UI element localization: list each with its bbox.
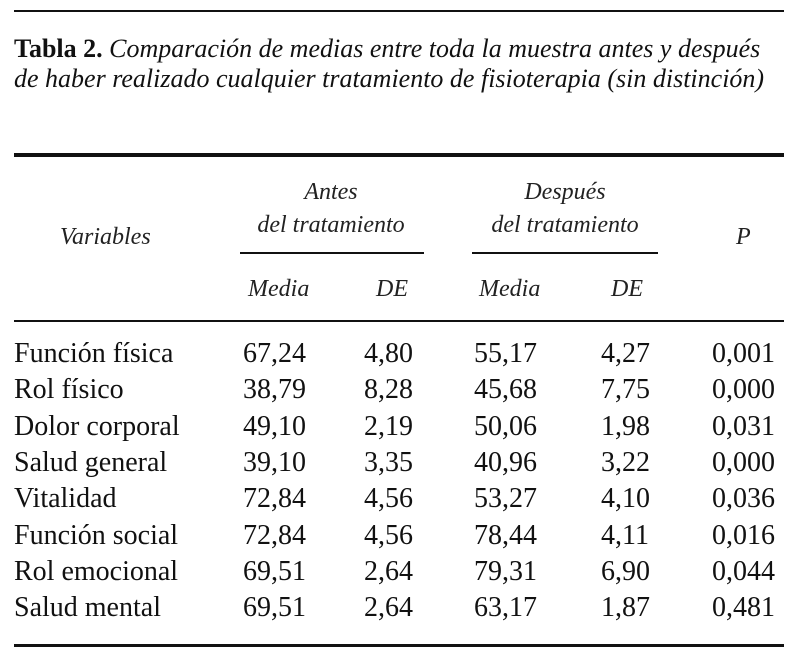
p-value-cell: 0,036: [712, 483, 775, 515]
table-row: [0, 447, 794, 483]
variable-cell: Función social: [14, 519, 179, 551]
header-antes-media: Media: [248, 276, 310, 302]
table-row: [0, 411, 794, 447]
despues-de-cell: 4,27: [601, 338, 650, 369]
p-value-cell: 0,044: [712, 555, 775, 587]
despues-de-cell: 4,10: [601, 483, 650, 515]
despues-media-cell: 55,17: [474, 338, 537, 369]
despues-de-cell: 6,90: [601, 555, 650, 587]
header-antes: [240, 176, 422, 242]
antes-de-cell: 4,56: [364, 483, 413, 515]
header-despues-line2: del tratamiento: [491, 212, 639, 238]
antes-de-cell: 4,80: [364, 338, 413, 369]
despues-media-cell: 50,06: [474, 410, 537, 442]
table-row: [0, 556, 794, 592]
despues-group-rule: [472, 252, 658, 254]
antes-de-cell: 2,64: [364, 592, 413, 624]
variable-cell: Salud general: [14, 446, 168, 478]
table-row: [0, 338, 794, 374]
variable-cell: Dolor corporal: [14, 410, 180, 442]
antes-media-cell: 39,10: [243, 446, 306, 478]
p-value-cell: 0,000: [712, 374, 775, 406]
antes-media-cell: 72,84: [243, 519, 306, 551]
p-value-cell: 0,016: [712, 519, 775, 551]
despues-de-cell: 3,22: [601, 446, 650, 478]
header-bottom-rule: [14, 320, 784, 322]
despues-media-cell: 40,96: [474, 446, 537, 478]
variable-cell: Rol físico: [14, 374, 124, 406]
header-p: P: [736, 224, 751, 250]
header-top-rule: [14, 153, 784, 157]
table-row: [0, 520, 794, 556]
antes-media-cell: 72,84: [243, 483, 306, 515]
header-despues-media: Media: [479, 276, 541, 302]
despues-media-cell: 78,44: [474, 519, 537, 551]
despues-media-cell: 63,17: [474, 592, 537, 624]
header-variables: Variables: [60, 224, 151, 250]
antes-media-cell: 69,51: [243, 592, 306, 624]
header-despues-de: DE: [611, 276, 643, 302]
header-antes-de: DE: [376, 276, 408, 302]
antes-media-cell: 69,51: [243, 555, 306, 587]
p-value-cell: 0,000: [712, 446, 775, 478]
header-despues-line1: Después: [524, 179, 606, 205]
antes-de-cell: 2,19: [364, 410, 413, 442]
antes-media-cell: 67,24: [243, 338, 306, 369]
antes-media-cell: 38,79: [243, 374, 306, 406]
despues-de-cell: 7,75: [601, 374, 650, 406]
table-row: [0, 592, 794, 628]
despues-media-cell: 53,27: [474, 483, 537, 515]
p-value-cell: 0,031: [712, 410, 775, 442]
table-row: [0, 374, 794, 410]
despues-de-cell: 1,87: [601, 592, 650, 624]
top-rule: [14, 10, 784, 12]
despues-media-cell: 45,68: [474, 374, 537, 406]
despues-de-cell: 1,98: [601, 410, 650, 442]
variable-cell: Función física: [14, 338, 174, 369]
p-value-cell: 0,001: [712, 338, 775, 369]
variable-cell: Vitalidad: [14, 483, 117, 515]
antes-de-cell: 4,56: [364, 519, 413, 551]
header-antes-line1: Antes: [304, 179, 358, 205]
p-value-cell: 0,481: [712, 592, 775, 624]
antes-de-cell: 3,35: [364, 446, 413, 478]
caption-label: Tabla 2.: [14, 34, 103, 63]
table-row: [0, 483, 794, 519]
antes-de-cell: 2,64: [364, 555, 413, 587]
despues-media-cell: 79,31: [474, 555, 537, 587]
variable-cell: Salud mental: [14, 592, 161, 624]
antes-de-cell: 8,28: [364, 374, 413, 406]
despues-de-cell: 4,11: [601, 519, 649, 551]
header-despues: [472, 176, 658, 242]
variable-cell: Rol emocional: [14, 555, 179, 587]
caption-text: Comparación de medias entre toda la muestra antes y después de haber realizado cualquier tratamiento de fisioterapia (sin distinción): [14, 34, 765, 93]
antes-group-rule: [240, 252, 424, 254]
antes-media-cell: 49,10: [243, 410, 306, 442]
table-caption: [14, 34, 784, 94]
bottom-rule: [14, 644, 784, 647]
header-antes-line2: del tratamiento: [257, 212, 405, 238]
